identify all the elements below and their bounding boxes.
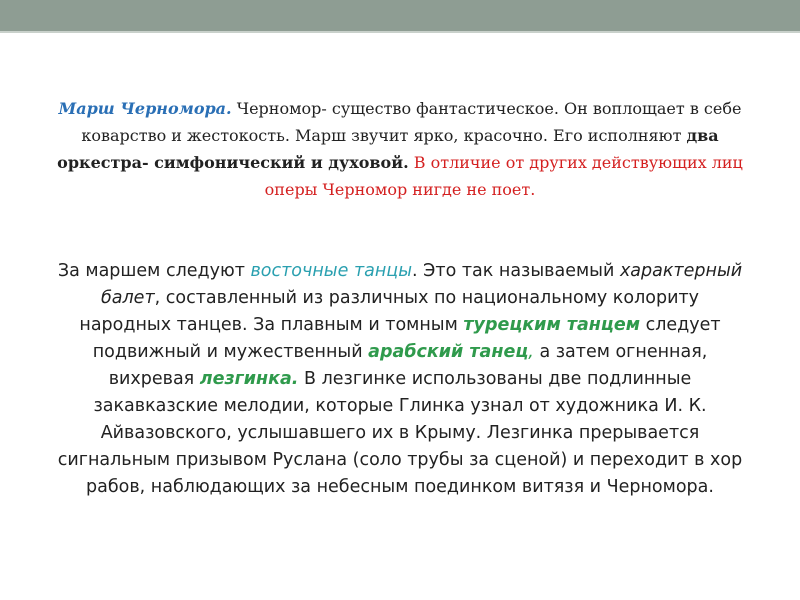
paragraph-chernomor-march (40, 95, 760, 203)
character-ballet-term: характерный балет (100, 260, 743, 308)
top-decorative-band (0, 0, 800, 31)
paragraph-text: Черномор- существо фантастическое. Он воплощает в себе коварство и жестокость. Марш звучит ярко, красочно. Его исполняют (81, 99, 742, 145)
turkish-dance-term: турецким танцем (463, 314, 641, 335)
section-title: Марш Черномора. (58, 99, 232, 118)
highlight-red-text: В отличие от других действующих лиц оперы Черномор нигде не поет. (264, 153, 743, 199)
oriental-dances-term: восточные танцы (250, 260, 413, 281)
top-band-divider (0, 31, 800, 33)
paragraph-oriental-dances: За маршем следуют восточные танцы. Это так называемый характерный балет, составленный из различных по национальному колориту народных танцев. За плавным и томным турецким танцем следует подвижный и мужественный арабский танец, а затем огненная, вихревая лезгинка. В лезгинке использованы две подлинные закавказские мелодии, которые Глинка узнал от художника И. К. Айвазовского, услышавшего их в Крыму. Лезгинка прерывается сигнальным призывом Руслана (соло трубы за сценой) и переходит в хор рабов, наблюдающих за небесным поединком витязя и Черномора. (57, 260, 743, 497)
lezginka-term: лезгинка. (199, 368, 299, 389)
arabic-dance-term: арабский танец (368, 341, 529, 362)
orchestras-bold-text: два оркестра- симфонический и духовой. (57, 126, 719, 172)
